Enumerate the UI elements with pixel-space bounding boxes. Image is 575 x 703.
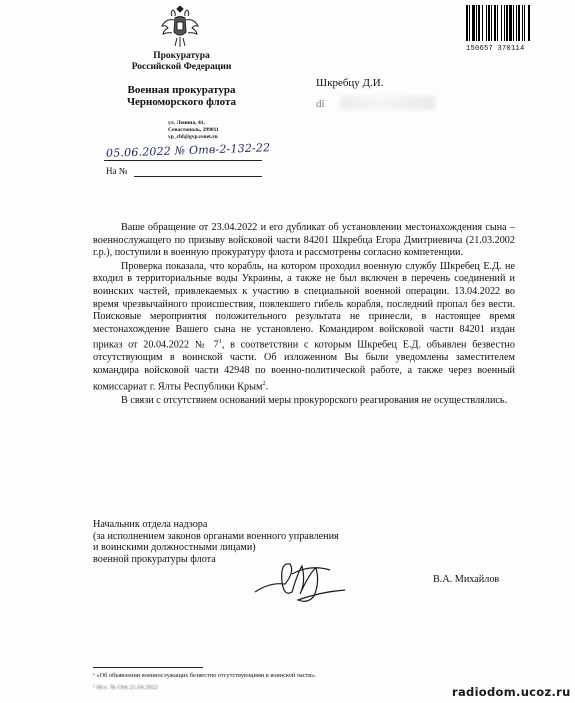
redacted-email-area <box>340 96 435 110</box>
recipient-email: di <box>316 98 325 110</box>
address-line-1: ул. Ленина, 41, <box>168 120 205 126</box>
coat-of-arms-emblem <box>160 6 200 48</box>
date-underline <box>104 160 262 161</box>
footnote-1: ¹ «Об объявлении военнослужащих безвестно отсутствующими в воинской части». <box>93 672 317 679</box>
footnote-ref-1: 1 <box>218 338 222 346</box>
dept-line-1: Военная прокуратура <box>127 84 236 96</box>
footnote-separator <box>93 667 203 668</box>
sender-address <box>168 120 258 141</box>
barcode-number: 150657 370114 <box>466 45 525 53</box>
signatory-name: В.А. Михайлов <box>433 574 500 585</box>
signatory-title-line-1: Начальник отдела надзора <box>93 519 208 530</box>
paragraph-2 <box>93 261 515 394</box>
signatory-title-line-4: военной прокуратуры флота <box>93 553 216 565</box>
paragraph-2-part-3: . <box>265 380 269 392</box>
org-line-1: Прокуратура <box>153 51 210 61</box>
watermark-text: radiodom.ucoz.ru <box>452 685 571 699</box>
reference-number-label: На № <box>106 166 128 176</box>
department-name <box>104 84 259 108</box>
org-name <box>104 51 259 73</box>
paragraph-2-part-2: , в соответствии с которым Шкребец Е.Д. объявлен безвестно отсутствующим в воинской части. Об изложенном Вы были уведомлены заместителем командира войсковой части 42948 по военно-политической работе, а также через военный комиссариат г. Ялты Республики Крым <box>93 339 515 392</box>
signatory-title-line-2: (за исполнением законов органами военного управления <box>93 530 339 542</box>
paragraph-2-part-1: Проверка показала, что корабль, на котором проходил военную службу Шкребец Е.Д. не входил в территориальные воды Украины, а также не был включен в перечень соединений и воинских частей, привлекаемых к участию в специальной военной операции. 13.04.2022 во время чрезвычайного происшествия, повлекшего гибель корабля, последний пропал без вести. Поисковые мероприятия положительного результата не принесли, в настоящее время местонахождение Вашего сына не установлено. Командиром войсковой части 84201 издан приказ от 20.04.2022 № 7 <box>93 260 515 351</box>
barcode-bar <box>530 5 531 41</box>
address-line-3: vp_cbf@gvp.rsnet.ru <box>168 134 218 140</box>
reference-number-underline <box>134 176 262 177</box>
dept-line-2: Черноморского флота <box>126 96 237 108</box>
org-line-2: Российской Федерации <box>131 62 232 72</box>
address-line-2: Севастополь, 299011 <box>168 127 219 133</box>
barcode <box>466 5 564 41</box>
handwritten-signature <box>250 552 370 612</box>
paragraph-1: Ваше обращение от 23.04.2022 и его дубликат об установлении местонахождения сына – военнослужащего по призыву войсковой части 84201 Шкребца Егора Дмитриевича (21.03.2002 г.р.), поступили в военную прокуратуру флота и рассмотрены согласно компетенции. <box>93 222 515 259</box>
handwritten-date-number: 05.06.2022 № Отв-2-132-22 <box>105 141 271 160</box>
footnote-2: ² Исх. № Отв 21.04.2022 <box>93 684 158 691</box>
footnote-ref-2: 2 <box>262 379 266 387</box>
signatory-title-line-3: и воинскими должностными лицами) <box>93 542 256 554</box>
recipient-name: Шкребцу Д.И. <box>316 77 384 89</box>
paragraph-3: В связи с отсутствием оснований меры прокурорского реагирования не осуществлялись. <box>121 394 508 406</box>
letter-body <box>93 222 515 407</box>
